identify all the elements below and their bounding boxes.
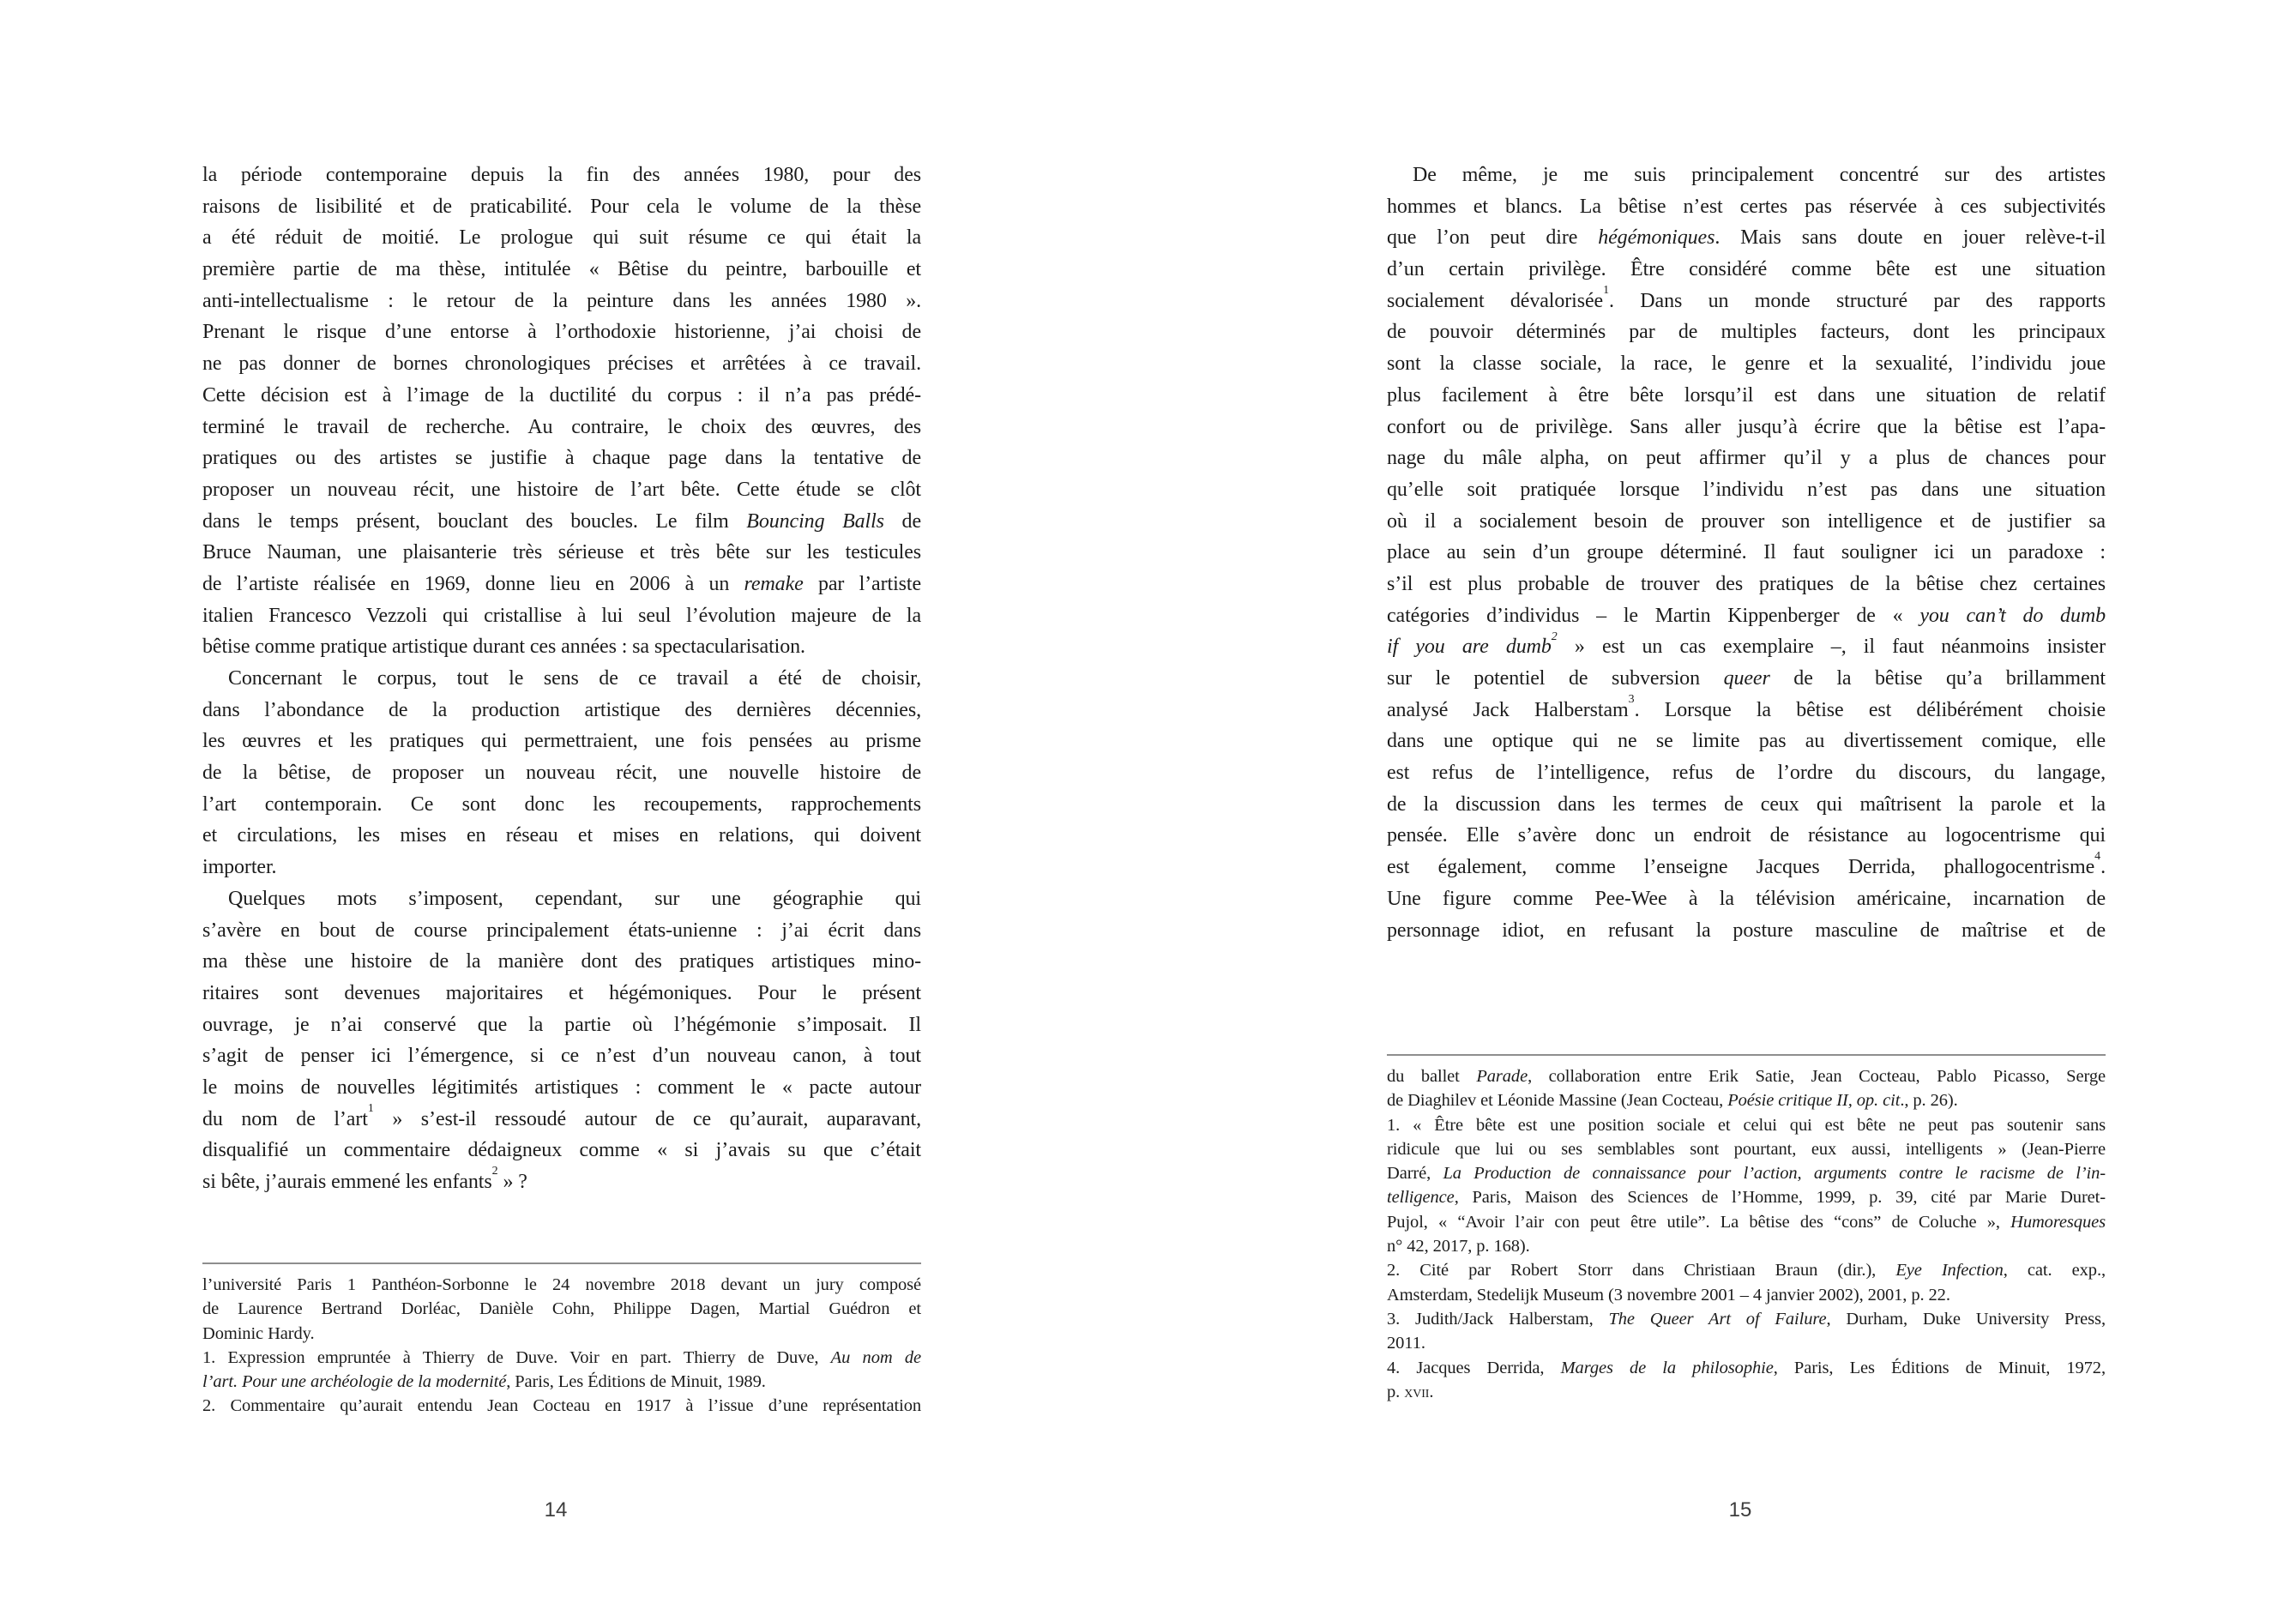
text-line — [202, 1072, 921, 1104]
text-line — [1387, 443, 2106, 474]
text-line — [202, 160, 921, 191]
text-run: de Laurence Bertrand Dorléac, Danièle Cohn, Philippe Dagen, Martial Guédron et — [202, 1299, 921, 1319]
text-run: ouvrage, je n’ai conservé que la partie où l’hégémonie s’imposait. Il — [202, 1013, 921, 1036]
text-line — [1387, 316, 2106, 348]
text-run: pensée. Elle s’avère donc un endroit de résistance au logocentrisme qui — [1387, 824, 2106, 847]
text-line — [202, 1040, 921, 1072]
footnotes — [202, 1273, 921, 1419]
text-run: de l’artiste réalisée en 1969, donne lieu en 2006 à un — [202, 572, 744, 595]
text-line — [1387, 1137, 2106, 1161]
text-run: 4. Jacques Derrida, — [1387, 1358, 1561, 1377]
text-line — [202, 348, 921, 380]
text-run: qu’elle soit pratiquée lorsque l’individu n’est pas dans une situation — [1387, 478, 2106, 501]
text-run: queer — [1723, 667, 1770, 690]
text-line — [202, 789, 921, 821]
text-run: 1. Expression empruntée à Thierry de Duve. Voir en part. Thierry de Duve, — [202, 1347, 831, 1367]
text-run: p. — [1387, 1382, 1405, 1401]
text-line — [1387, 1283, 2106, 1307]
page-number: 15 — [1728, 1498, 1752, 1522]
paragraph — [202, 663, 921, 883]
text-run: terminé le travail de recherche. Au contraire, le choix des œuvres, des — [202, 415, 921, 438]
text-run: de la bêtise qu’a brillamment — [1769, 667, 2106, 690]
text-run: . — [2100, 856, 2106, 879]
text-run: est refus de l’intelligence, refus de l’ordre du discours, du langage, — [1387, 762, 2106, 785]
text-run: la période contemporaine depuis la fin des années 1980, pour des — [202, 164, 921, 186]
text-run: 1. « Être bête est une position sociale et celui qui est bête ne peut pas soutenir sans — [1387, 1115, 2106, 1135]
text-run: . Lorsque la bêtise est délibérément choisie — [1634, 698, 2106, 721]
text-line — [202, 883, 921, 915]
text-run: Bouncing Balls — [746, 509, 884, 533]
text-line — [202, 1135, 921, 1166]
text-run: du ballet — [1387, 1067, 1477, 1086]
text-line — [202, 1166, 921, 1198]
text-run: 2. Cité par Robert Storr dans Christiaan Braun (dir.), — [1387, 1261, 1896, 1281]
text-run: . — [1429, 1382, 1434, 1401]
footnote — [1387, 1307, 2106, 1356]
footnote — [1387, 1356, 2106, 1405]
text-line — [1387, 286, 2106, 317]
text-run: plus facilement à être bête lorsqu’il est dans une situation de relatif — [1387, 383, 2106, 407]
text-line — [202, 1009, 921, 1041]
text-line — [202, 663, 921, 695]
text-line — [1387, 254, 2106, 286]
text-line — [202, 1297, 921, 1321]
footnote-separator — [202, 1262, 921, 1264]
text-run: Dominic Hardy. — [202, 1323, 315, 1343]
text-line — [1387, 1064, 2106, 1088]
text-line — [202, 537, 921, 569]
text-run: de la discussion dans les termes de ceux qui maîtrisent la parole et la — [1387, 792, 2106, 816]
text-run: telligence — [1387, 1188, 1455, 1208]
page-body — [202, 160, 921, 1198]
text-line — [1387, 820, 2106, 852]
text-run: de — [883, 509, 921, 533]
text-line — [1387, 1210, 2106, 1234]
text-run: l’université Paris 1 Panthéon-Sorbonne le 24 novembre 2018 devant un jury composé — [202, 1275, 921, 1294]
text-line — [1387, 1088, 2106, 1112]
text-run: catégories d’individus – le Martin Kippenberger de « — [1387, 604, 1920, 627]
text-run: » s’est-il ressoudé autour de ce qu’aurait, auparavant, — [373, 1107, 921, 1130]
text-run: raisons de lisibilité et de praticabilité. Pour cela le volume de la thèse — [202, 195, 921, 218]
text-run: italien Francesco Vezzoli qui cristallise à lui seul l’évolution majeure de la — [202, 604, 921, 627]
text-run: disqualifié un commentaire dédaigneux comme « si j’avais su que c’était — [202, 1139, 921, 1162]
text-line — [202, 316, 921, 348]
text-run: 2011. — [1387, 1334, 1425, 1353]
text-run: socialement dévalorisée — [1387, 289, 1604, 312]
text-run: et circulations, les mises en réseau et mises en relations, qui doivent — [202, 824, 921, 847]
page-left — [202, 0, 921, 1621]
text-line — [1387, 1331, 2106, 1355]
footnote-reference: 4 — [2094, 852, 2101, 864]
text-run: Concernant le corpus, tout le sens de ce travail a été de choisir, — [228, 667, 921, 690]
text-run: importer. — [202, 856, 277, 879]
text-run: , Durham, Duke University Press, — [1826, 1309, 2106, 1329]
text-run: proposer un nouveau récit, une histoire de l’art bête. Cette étude se clôt — [202, 478, 921, 501]
text-run: if you are dumb — [1387, 636, 1552, 659]
footnotes — [1387, 1064, 2106, 1404]
text-line — [202, 726, 921, 757]
text-run: The Queer Art of Failure — [1608, 1309, 1827, 1329]
text-line — [202, 286, 921, 317]
text-line — [1387, 537, 2106, 569]
text-line — [202, 600, 921, 632]
text-line — [1387, 852, 2106, 883]
text-line — [202, 1322, 921, 1346]
text-run: sont la classe sociale, la race, le genre et la sexualité, l’individu joue — [1387, 353, 2106, 376]
text-run: sur le potentiel de subversion — [1387, 667, 1724, 690]
text-line — [202, 1346, 921, 1370]
text-run: ridicule que lui ou ses semblables sont pourtant, eux aussi, intelligents » (Jean-Pierre — [1387, 1139, 2106, 1159]
text-line — [202, 1104, 921, 1136]
text-line — [202, 412, 921, 443]
text-line — [1387, 915, 2106, 947]
text-line — [202, 820, 921, 852]
text-run: ritaires sont devenues majoritaires et hégémoniques. Pour le présent — [202, 981, 921, 1004]
text-run: 3. Judith/Jack Halberstam, — [1387, 1309, 1609, 1329]
page-right — [1387, 0, 2106, 1621]
text-line — [1387, 191, 2106, 223]
text-run: première partie de ma thèse, intitulée « Bêtise du peintre, barbouille et — [202, 258, 921, 281]
text-line — [202, 852, 921, 883]
text-line — [202, 254, 921, 286]
footnote — [202, 1346, 921, 1395]
text-run: ., p. 26). — [1900, 1091, 1958, 1111]
text-line — [202, 506, 921, 538]
text-run: hommes et blancs. La bêtise n’est certes pas réservée à ces subjectivités — [1387, 195, 2106, 218]
text-line — [202, 757, 921, 789]
text-line — [202, 946, 921, 978]
text-run: , Paris, Maison des Sciences de l’Homme, 1999, p. 39, cité par Marie Duret- — [1454, 1188, 2106, 1208]
text-line — [1387, 1113, 2106, 1137]
text-line — [1387, 222, 2106, 254]
text-run: hégémoniques — [1598, 226, 1715, 250]
text-line — [1387, 663, 2106, 695]
text-run: » ? — [497, 1171, 527, 1193]
text-run: de la bêtise, de proposer un nouveau récit, une nouvelle histoire de — [202, 762, 921, 785]
text-run: La Production de connaissance pour l’action, arguments contre le racisme de l’in- — [1443, 1164, 2106, 1184]
text-run: Parade — [1476, 1067, 1528, 1086]
text-line — [1387, 1380, 2106, 1404]
text-run: de pouvoir déterminés par de multiples facteurs, dont les principaux — [1387, 321, 2106, 344]
footnote — [1387, 1113, 2106, 1259]
text-run: où il a socialement besoin de prouver son intelligence et de justifier sa — [1387, 509, 2106, 533]
text-line — [202, 474, 921, 506]
text-run: est également, comme l’enseigne Jacques Derrida, phallogocentrisme — [1387, 856, 2095, 879]
text-run: . Mais sans doute en jouer relève-t-il — [1714, 226, 2106, 250]
text-run: Eye Infection — [1895, 1261, 2004, 1281]
text-run: analysé Jack Halberstam — [1387, 698, 1629, 721]
text-run: Au nom de — [830, 1347, 921, 1367]
text-run: nage du mâle alpha, on peut affirmer qu’il y a plus de chances pour — [1387, 447, 2106, 470]
text-line — [202, 631, 921, 663]
text-line — [202, 191, 921, 223]
text-line — [202, 380, 921, 412]
text-run: Quelques mots s’imposent, cependant, sur une géographie qui — [228, 887, 921, 910]
text-line — [1387, 1307, 2106, 1331]
text-line — [1387, 1258, 2106, 1282]
text-run: Prenant le risque d’une entorse à l’orthodoxie historienne, j’ai choisi de — [202, 321, 921, 344]
text-run: dans une optique qui ne se limite pas au divertissement comique, elle — [1387, 730, 2106, 753]
text-run: 2. Commentaire qu’aurait entendu Jean Cocteau en 1917 à l’issue d’une représentation — [202, 1396, 921, 1416]
text-run: que l’on peut dire — [1387, 226, 1599, 250]
text-run: . Dans un monde structuré par des rapports — [1609, 289, 2106, 312]
text-line — [1387, 1234, 2106, 1258]
text-run: l’art. Pour une archéologie de la modernité — [202, 1372, 507, 1392]
text-line — [1387, 412, 2106, 443]
text-run: pratiques ou des artistes se justifie à chaque page dans la tentative de — [202, 447, 921, 470]
text-run: remake — [744, 572, 804, 595]
text-run: si bête, j’aurais emmené les enfants — [202, 1171, 492, 1193]
text-run: dans l’abondance de la production artistique des dernières décennies, — [202, 698, 921, 721]
footnote — [202, 1394, 921, 1418]
text-line — [1387, 600, 2106, 632]
text-run: n° 42, 2017, p. 168). — [1387, 1237, 1530, 1256]
text-line — [1387, 695, 2106, 726]
page-number: 14 — [544, 1498, 568, 1522]
footnote — [1387, 1258, 2106, 1307]
footnote-separator — [1387, 1054, 2106, 1056]
paragraph — [1387, 160, 2106, 946]
text-line — [1387, 1185, 2106, 1209]
text-line — [202, 222, 921, 254]
text-line — [1387, 569, 2106, 600]
text-run: , Paris, Les Éditions de Minuit, 1989. — [506, 1372, 766, 1392]
page-body — [1387, 160, 2106, 946]
paragraph — [202, 160, 921, 663]
text-line — [1387, 1161, 2106, 1185]
text-run: , cat. exp., — [2003, 1261, 2106, 1281]
footnote — [1387, 1064, 2106, 1113]
text-run: du nom de l’art — [202, 1107, 368, 1130]
text-run: ma thèse une histoire de la manière dont des pratiques artistiques mino- — [202, 950, 921, 973]
text-run: Poésie critique II, op. cit — [1727, 1091, 1901, 1111]
text-line — [1387, 506, 2106, 538]
text-run: , Paris, Les Éditions de Minuit, 1972, — [1773, 1358, 2106, 1377]
text-run: Cette décision est à l’image de la ductilité du corpus : il n’a pas prédé- — [202, 383, 921, 407]
text-line — [202, 1273, 921, 1297]
text-run: confort ou de privilège. Sans aller jusqu’à écrire que la bêtise est l’apa- — [1387, 415, 2106, 438]
text-run: De même, je me suis principalement concentré sur des artistes — [1413, 164, 2106, 186]
text-line — [202, 978, 921, 1009]
text-line — [202, 1370, 921, 1394]
text-run: place au sein d’un groupe déterminé. Il faut souligner ici un paradoxe : — [1387, 541, 2106, 564]
text-line — [1387, 631, 2106, 663]
text-line — [202, 1394, 921, 1418]
text-line — [1387, 883, 2106, 915]
footnote-reference: 1 — [367, 1103, 374, 1115]
text-run: d’un certain privilège. Être considéré comme bête est une situation — [1387, 258, 2106, 281]
footnote-reference: 2 — [1551, 631, 1558, 643]
footnote-reference: 3 — [1628, 694, 1635, 707]
text-line — [1387, 1356, 2106, 1380]
text-line — [1387, 726, 2106, 757]
text-run: le moins de nouvelles légitimités artistiques : comment le « pacte autour — [202, 1076, 921, 1099]
text-run: Marges de la philosophie — [1560, 1358, 1774, 1377]
text-run: s’il est plus probable de trouver des pratiques de la bêtise chez certaines — [1387, 572, 2106, 595]
text-run: Amsterdam, Stedelijk Museum (3 novembre 2001 – 4 janvier 2002), 2001, p. 22. — [1387, 1285, 1950, 1305]
text-run: you can’t do dumb — [1919, 604, 2106, 627]
text-run: ne pas donner de bornes chronologiques précises et arrêtées à ce travail. — [202, 353, 921, 376]
text-line — [1387, 789, 2106, 821]
text-line — [1387, 160, 2106, 191]
footnote-reference: 1 — [1603, 285, 1610, 298]
footnote — [202, 1273, 921, 1346]
text-run: Humoresques — [2010, 1212, 2106, 1232]
text-run: xvii — [1404, 1382, 1430, 1401]
text-run: » est un cas exemplaire –, il faut néanmoins insister — [1557, 636, 2106, 659]
text-line — [1387, 757, 2106, 789]
text-run: bêtise comme pratique artistique durant ces années : sa spectacularisation. — [202, 636, 805, 659]
text-run: Pujol, « “Avoir l’air con peut être utile”. La bêtise des “cons” de Coluche », — [1387, 1212, 2011, 1232]
text-run: les œuvres et les pratiques qui permettraient, une fois pensées au prisme — [202, 730, 921, 753]
footnote-reference: 2 — [491, 1166, 498, 1178]
text-line — [202, 569, 921, 600]
text-run: de Diaghilev et Léonide Massine (Jean Cocteau, — [1387, 1091, 1728, 1111]
text-run: Une figure comme Pee-Wee à la télévision américaine, incarnation de — [1387, 887, 2106, 910]
text-run: Darré, — [1387, 1164, 1443, 1184]
text-run: l’art contemporain. Ce sont donc les recoupements, rapprochements — [202, 792, 921, 816]
text-run: , collaboration entre Erik Satie, Jean Cocteau, Pablo Picasso, Serge — [1528, 1067, 2106, 1086]
text-run: personnage idiot, en refusant la posture masculine de maîtrise et de — [1387, 919, 2106, 942]
text-run: par l’artiste — [803, 572, 921, 595]
text-line — [1387, 474, 2106, 506]
text-line — [1387, 380, 2106, 412]
text-line — [202, 443, 921, 474]
text-run: dans le temps présent, bouclant des boucles. Le film — [202, 509, 747, 533]
paragraph — [202, 883, 921, 1198]
text-line — [202, 695, 921, 726]
text-run: a été réduit de moitié. Le prologue qui suit résume ce qui était la — [202, 226, 921, 250]
text-run: s’agit de penser ici l’émergence, si ce n’est d’un nouveau canon, à tout — [202, 1045, 921, 1068]
text-run: Bruce Nauman, une plaisanterie très sérieuse et très bête sur les testicules — [202, 541, 921, 564]
text-line — [1387, 348, 2106, 380]
text-line — [202, 915, 921, 947]
text-run: anti-intellectualisme : le retour de la peinture dans les années 1980 ». — [202, 289, 921, 312]
text-run: s’avère en bout de course principalement états-unienne : j’ai écrit dans — [202, 919, 921, 942]
